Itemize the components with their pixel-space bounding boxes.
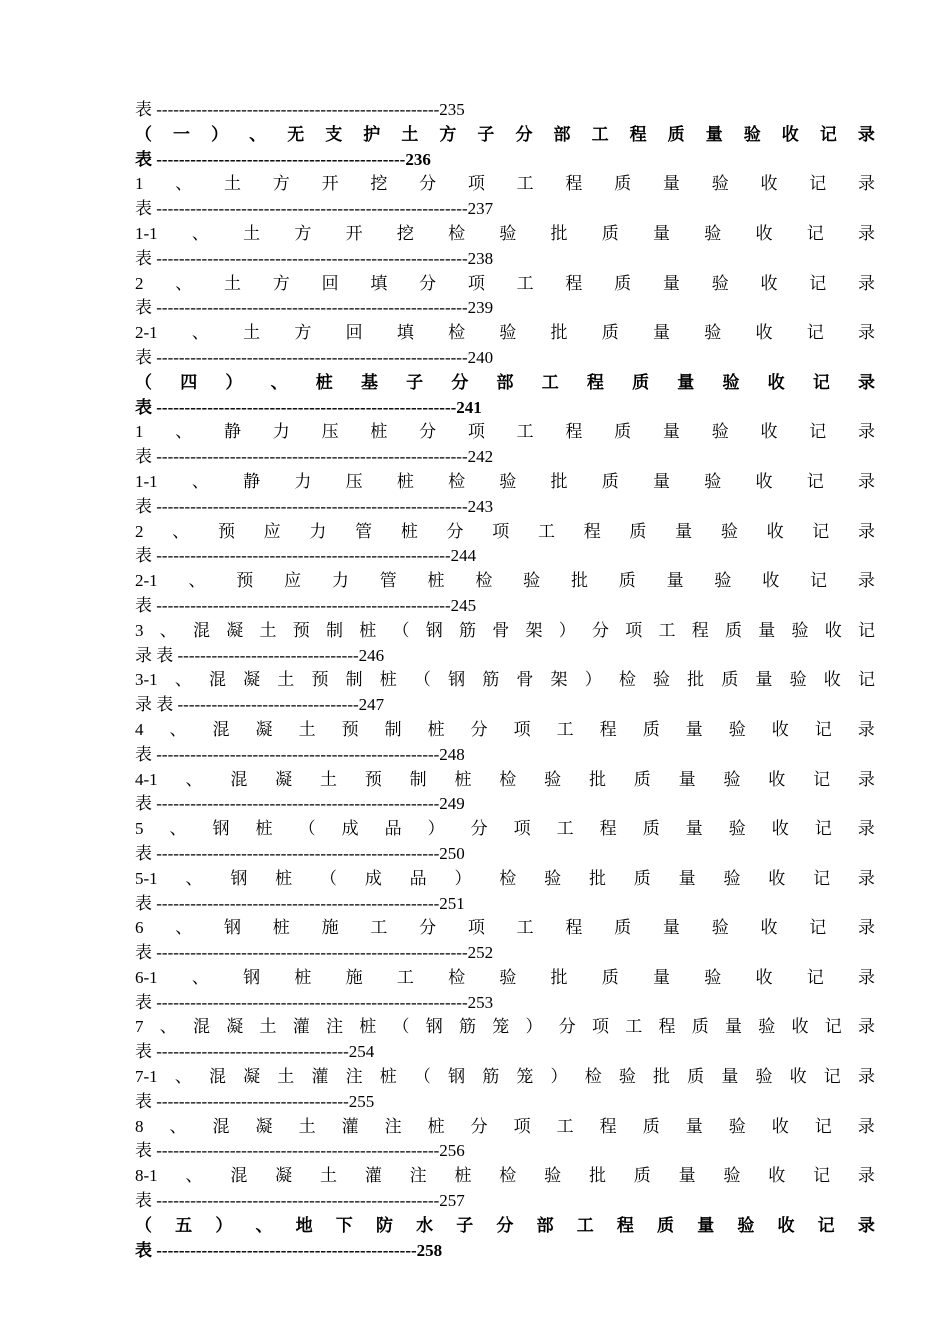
toc-entry-page-ref: 表 -------------------------------------------------------252	[135, 943, 494, 963]
toc-entry[interactable]	[135, 123, 875, 173]
toc-entry-page-ref: 表 --------------------------------------------------249	[135, 794, 465, 814]
toc-entry[interactable]	[135, 916, 875, 966]
toc-entry[interactable]	[135, 619, 875, 669]
toc-entry-title: 2 、 预 应 力 管 桩 分 项 工 程 质 量 验 收 记 录	[135, 521, 875, 541]
toc-entry[interactable]	[135, 321, 875, 371]
toc-entry-page-ref: 表 --------------------------------------------------235	[135, 100, 465, 119]
toc-entry-page-ref: 表 -------------------------------------------------------237	[135, 199, 494, 219]
toc-entry-title: 1-1 、 静 力 压 桩 检 验 批 质 量 验 收 记 录	[135, 471, 875, 491]
toc-entry-title: 8 、 混 凝 土 灌 注 桩 分 项 工 程 质 量 验 收 记 录	[135, 1116, 875, 1136]
toc-entry-page-ref: 表 ----------------------------------------------------245	[135, 595, 477, 615]
toc-entry-page-ref: 表 ----------------------------------255	[135, 1091, 375, 1111]
toc-entry[interactable]	[135, 272, 875, 322]
toc-entry-title: 1 、 土 方 开 挖 分 项 工 程 质 量 验 收 记 录	[135, 174, 875, 194]
toc-entry[interactable]	[135, 1115, 875, 1165]
toc-entry-page-ref: 表 --------------------------------------------------251	[135, 893, 465, 913]
toc-entry-page-ref: 录 表 --------------------------------246	[135, 645, 385, 665]
toc-entry-page-ref: 表 --------------------------------------------------248	[135, 744, 465, 764]
table-of-contents	[135, 98, 875, 1263]
toc-entry[interactable]	[135, 520, 875, 570]
toc-entry[interactable]	[135, 470, 875, 520]
toc-entry[interactable]	[135, 1164, 875, 1214]
toc-entry-title: 6 、 钢 桩 施 工 分 项 工 程 质 量 验 收 记 录	[135, 918, 875, 938]
toc-entry-title: （ 一 ） 、 无 支 护 土 方 子 分 部 工 程 质 量 验 收 记 录	[135, 124, 875, 144]
toc-entry-page-ref: 录 表 --------------------------------247	[135, 695, 385, 715]
toc-entry-page-ref: 表 --------------------------------------------------257	[135, 1191, 465, 1211]
toc-entry[interactable]	[135, 222, 875, 272]
toc-entry-title: 6-1 、 钢 桩 施 工 检 验 批 质 量 验 收 记 录	[135, 967, 875, 987]
toc-entry-page-ref: 表 --------------------------------------------------256	[135, 1141, 465, 1161]
toc-entry-title: 2-1 、 预 应 力 管 桩 检 验 批 质 量 验 收 记 录	[135, 571, 875, 591]
toc-entry-title: 1-1 、 土 方 开 挖 检 验 批 质 量 验 收 记 录	[135, 223, 875, 243]
toc-entry-title: 5-1 、 钢 桩 （ 成 品 ） 检 验 批 质 量 验 收 记 录	[135, 868, 875, 888]
toc-entry[interactable]	[135, 718, 875, 768]
toc-entry-title: 5 、 钢 桩 （ 成 品 ） 分 项 工 程 质 量 验 收 记 录	[135, 819, 875, 839]
toc-entry-title: （ 四 ） 、 桩 基 子 分 部 工 程 质 量 验 收 记 录	[135, 372, 875, 392]
toc-entry[interactable]	[135, 569, 875, 619]
toc-entry-page-ref: 表 --------------------------------------------236	[135, 149, 431, 169]
toc-entry-title: （ 五 ） 、 地 下 防 水 子 分 部 工 程 质 量 验 收 记 录	[135, 1215, 875, 1235]
toc-entry-title: 2 、 土 方 回 填 分 项 工 程 质 量 验 收 记 录	[135, 273, 875, 293]
toc-entry-title: 8-1 、 混 凝 土 灌 注 桩 检 验 批 质 量 验 收 记 录	[135, 1166, 875, 1186]
toc-entry-page-ref: 表 ----------------------------------------------------244	[135, 546, 477, 566]
toc-entry[interactable]	[135, 817, 875, 867]
toc-entry[interactable]	[135, 768, 875, 818]
toc-entry[interactable]	[135, 668, 875, 718]
toc-entry-page-ref: 表 -------------------------------------------------------253	[135, 992, 494, 1012]
toc-entry-title: 4-1 、 混 凝 土 预 制 桩 检 验 批 质 量 验 收 记 录	[135, 769, 875, 789]
toc-entry-title: 7-1 、 混 凝 土 灌 注 桩 （ 钢 筋 笼 ） 检 验 批 质 量 验 收 记 录	[135, 1067, 875, 1087]
toc-entry[interactable]	[135, 1015, 875, 1065]
toc-entry-page-ref: 表 -------------------------------------------------------238	[135, 248, 494, 268]
toc-entry-title: 1 、 静 力 压 桩 分 项 工 程 质 量 验 收 记 录	[135, 422, 875, 442]
toc-entry[interactable]	[135, 1065, 875, 1115]
toc-entry[interactable]	[135, 98, 875, 123]
toc-entry[interactable]	[135, 1214, 875, 1264]
toc-entry-page-ref: 表 -------------------------------------------------------239	[135, 298, 494, 318]
toc-entry-page-ref: 表 ----------------------------------------------258	[135, 1240, 443, 1260]
toc-entry-page-ref: 表 -------------------------------------------------------242	[135, 447, 494, 467]
toc-entry-title: 3 、 混 凝 土 预 制 桩 （ 钢 筋 骨 架 ） 分 项 工 程 质 量 验 收 记	[135, 620, 875, 640]
toc-entry-title: 4 、 混 凝 土 预 制 桩 分 项 工 程 质 量 验 收 记 录	[135, 719, 875, 739]
toc-entry[interactable]	[135, 420, 875, 470]
toc-entry-page-ref: 表 -------------------------------------------------------243	[135, 496, 494, 516]
toc-entry[interactable]	[135, 172, 875, 222]
toc-entry-page-ref: 表 -------------------------------------------------------240	[135, 347, 494, 367]
toc-entry-page-ref: 表 ----------------------------------254	[135, 1042, 375, 1062]
toc-entry[interactable]	[135, 966, 875, 1016]
toc-entry-title: 7 、 混 凝 土 灌 注 桩 （ 钢 筋 笼 ） 分 项 工 程 质 量 验 收 记 录	[135, 1017, 875, 1037]
toc-entry-page-ref: 表 --------------------------------------------------250	[135, 843, 465, 863]
toc-entry-page-ref: 表 -----------------------------------------------------241	[135, 397, 482, 417]
toc-entry[interactable]	[135, 371, 875, 421]
toc-entry[interactable]	[135, 867, 875, 917]
toc-entry-title: 3-1 、 混 凝 土 预 制 桩 （ 钢 筋 骨 架 ） 检 验 批 质 量 验 收 记	[135, 670, 875, 690]
toc-entry-title: 2-1 、 土 方 回 填 检 验 批 质 量 验 收 记 录	[135, 323, 875, 343]
